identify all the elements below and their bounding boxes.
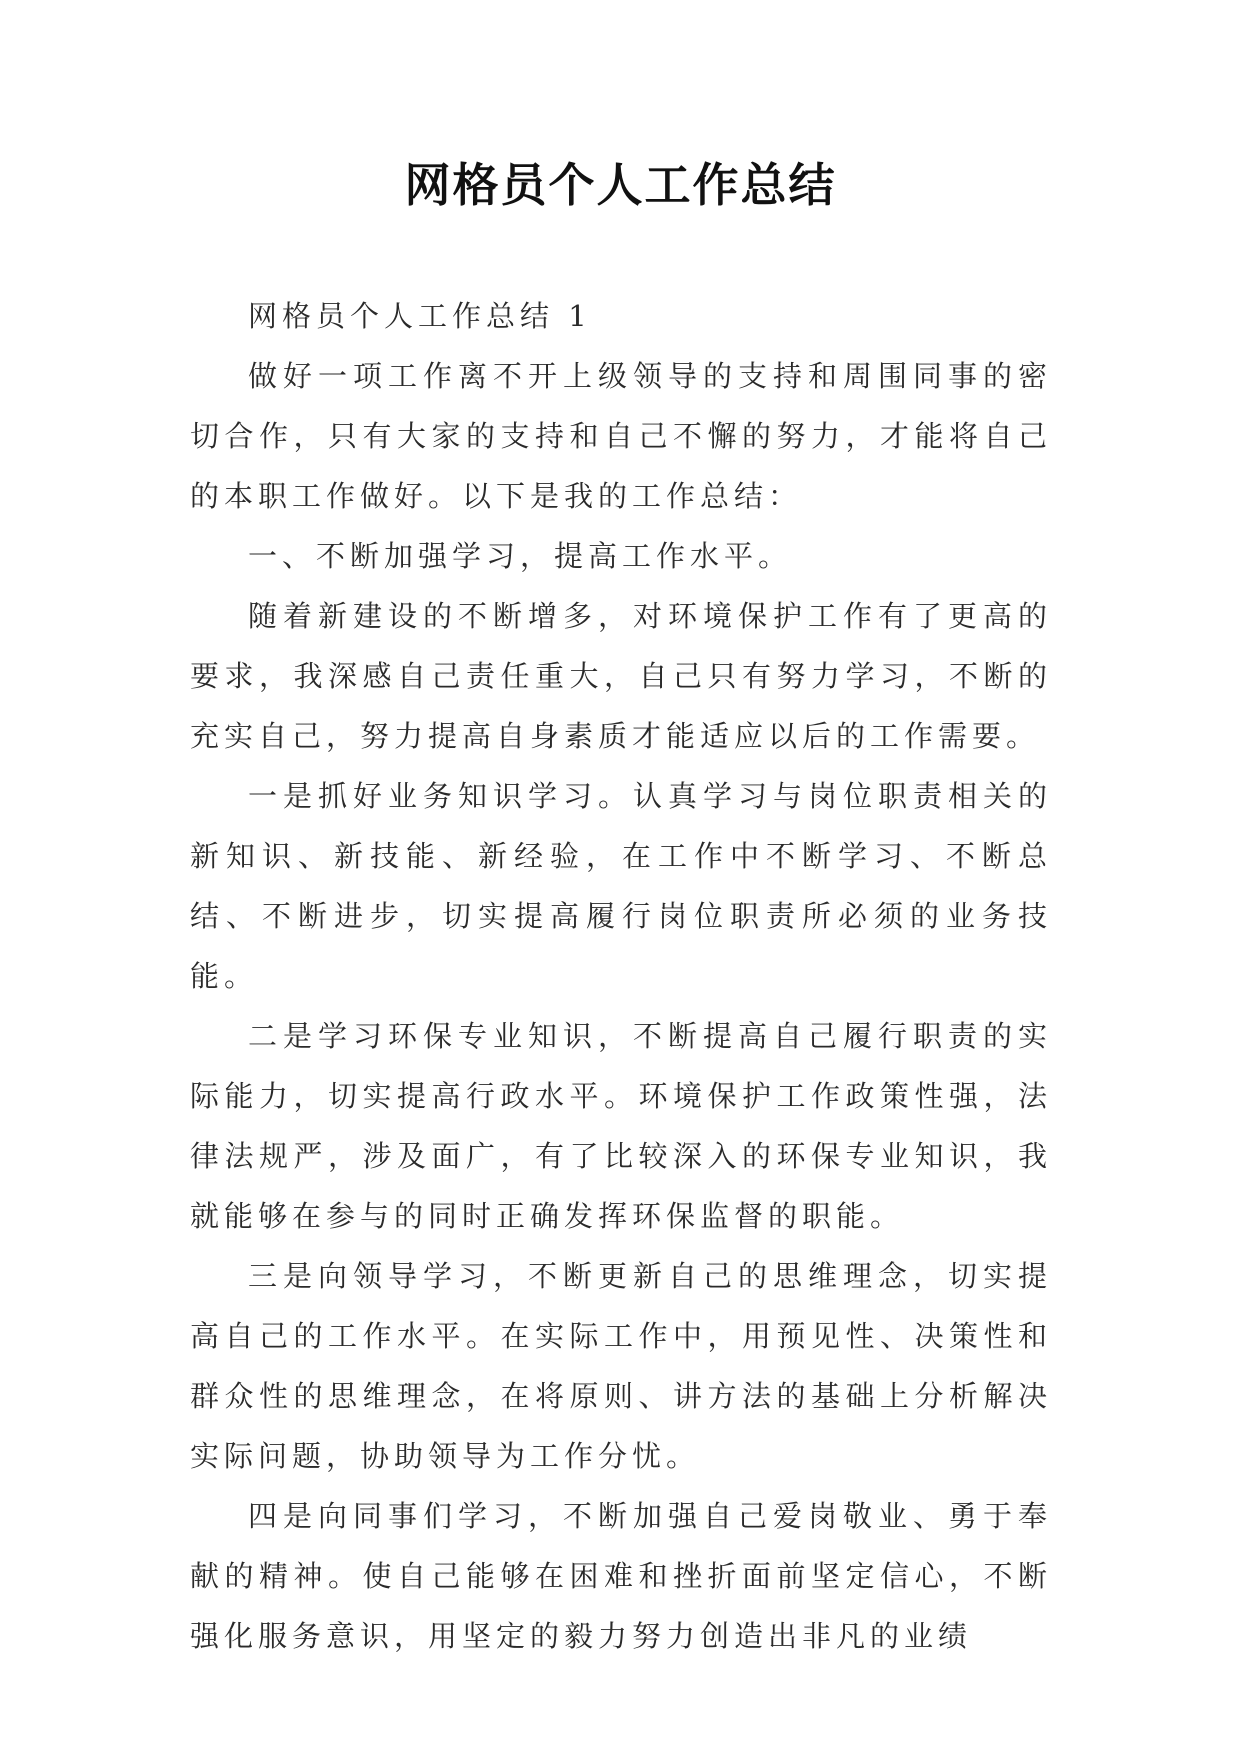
body-paragraph: 二是学习环保专业知识，不断提高自己履行职责的实际能力，切实提高行政水平。环境保护工作政策性强，法律法规严，涉及面广，有了比较深入的环保专业知识，我就能够在参与的同时正确发挥环保监督的职能。 (190, 1019, 1052, 1233)
subsection-heading: 一、不断加强学习，提高工作水平。 (248, 539, 793, 573)
body-paragraph: 随着新建设的不断增多，对环境保护工作有了更高的要求，我深感自己责任重大，自己只有努力学习，不断的充实自己，努力提高自身素质才能适应以后的工作需要。 (190, 599, 1052, 753)
section-heading: 网格员个人工作总结 1 (248, 299, 592, 333)
body-paragraph: 做好一项工作离不开上级领导的支持和周围同事的密切合作，只有大家的支持和自己不懈的努力，才能将自己的本职工作做好。以下是我的工作总结： (190, 359, 1052, 513)
document-title: 网格员个人工作总结 (404, 158, 837, 212)
body-paragraph: 四是向同事们学习，不断加强自己爱岗敬业、勇于奉献的精神。使自己能够在困难和挫折面前坚定信心，不断强化服务意识，用坚定的毅力努力创造出非凡的业绩 (190, 1499, 1052, 1653)
body-paragraph: 三是向领导学习，不断更新自己的思维理念，切实提高自己的工作水平。在实际工作中，用预见性、决策性和群众性的思维理念，在将原则、讲方法的基础上分析解决实际问题，协助领导为工作分忧。 (190, 1259, 1052, 1473)
body-paragraph: 一是抓好业务知识学习。认真学习与岗位职责相关的新知识、新技能、新经验，在工作中不断学习、不断总结、不断进步，切实提高履行岗位职责所必须的业务技能。 (190, 779, 1052, 993)
document-body (190, 286, 1052, 1666)
